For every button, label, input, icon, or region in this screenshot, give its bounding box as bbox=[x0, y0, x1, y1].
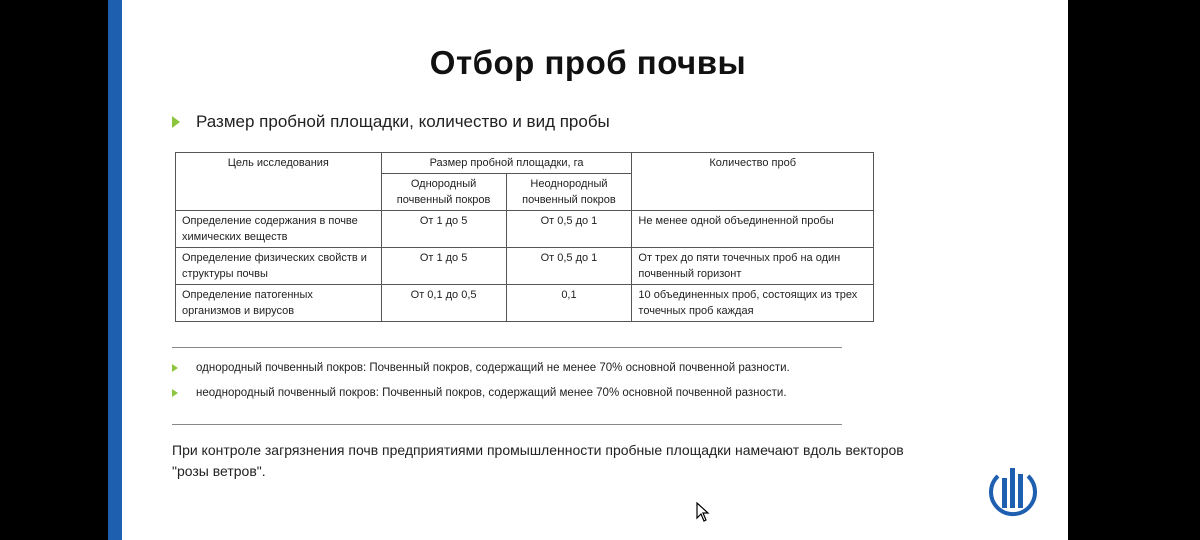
cell-goal: Определение патогенных организмов и вирусов bbox=[176, 285, 382, 322]
bullet-triangle-icon bbox=[172, 364, 178, 372]
note-item bbox=[172, 387, 787, 399]
bullet-triangle-icon bbox=[172, 389, 178, 397]
slide-title: Отбор проб почвы bbox=[429, 44, 747, 81]
cell-goal: Определение физических свойств и структуры почвы bbox=[176, 248, 382, 285]
header-heterog: Неоднородный почвенный покров bbox=[506, 174, 632, 211]
header-goal: Цель исследования bbox=[176, 153, 382, 211]
cell-count: От трех до пяти точечных проб на один почвенный горизонт bbox=[632, 248, 874, 285]
slide bbox=[108, 0, 1068, 540]
divider bbox=[172, 347, 842, 348]
cell-homog: От 1 до 5 bbox=[381, 211, 506, 248]
cell-count: 10 объединенных проб, состоящих из трех точечных проб каждая bbox=[632, 285, 874, 322]
table-row bbox=[176, 285, 874, 322]
cell-homog: От 0,1 до 0,5 bbox=[381, 285, 506, 322]
cell-homog: От 1 до 5 bbox=[381, 248, 506, 285]
bottom-text: При контроле загрязнения почв предприятиями промышленности пробные площадки намечают вдоль векторов "розы ветров". bbox=[172, 442, 904, 479]
subtitle-text: Размер пробной площадки, количество и вид пробы bbox=[196, 112, 610, 131]
header-size: Размер пробной площадки, га bbox=[381, 153, 632, 174]
note-text: однородный почвенный покров: Почвенный покров, содержащий не менее 70% основной почвенной разности. bbox=[196, 362, 790, 374]
table-row bbox=[176, 248, 874, 285]
cell-heterog: От 0,5 до 1 bbox=[506, 248, 632, 285]
divider bbox=[172, 424, 842, 425]
mouse-cursor-icon bbox=[696, 502, 710, 522]
cell-count: Не менее одной объединенной пробы bbox=[632, 211, 874, 248]
note-text: неоднородный почвенный покров: Почвенный покров, содержащий менее 70% основной почвенной разности. bbox=[196, 387, 787, 399]
cell-heterog: От 0,5 до 1 bbox=[506, 211, 632, 248]
cell-heterog: 0,1 bbox=[506, 285, 632, 322]
logo-icon bbox=[988, 462, 1038, 518]
header-count: Количество проб bbox=[632, 153, 874, 211]
table-row bbox=[176, 211, 874, 248]
subtitle bbox=[172, 112, 610, 132]
bullet-triangle-icon bbox=[172, 116, 180, 128]
table-header-row bbox=[176, 153, 874, 174]
note-item bbox=[172, 362, 790, 374]
cell-goal: Определение содержания в почве химических веществ bbox=[176, 211, 382, 248]
sampling-table bbox=[175, 152, 874, 322]
header-homog: Однородный почвенный покров bbox=[381, 174, 506, 211]
